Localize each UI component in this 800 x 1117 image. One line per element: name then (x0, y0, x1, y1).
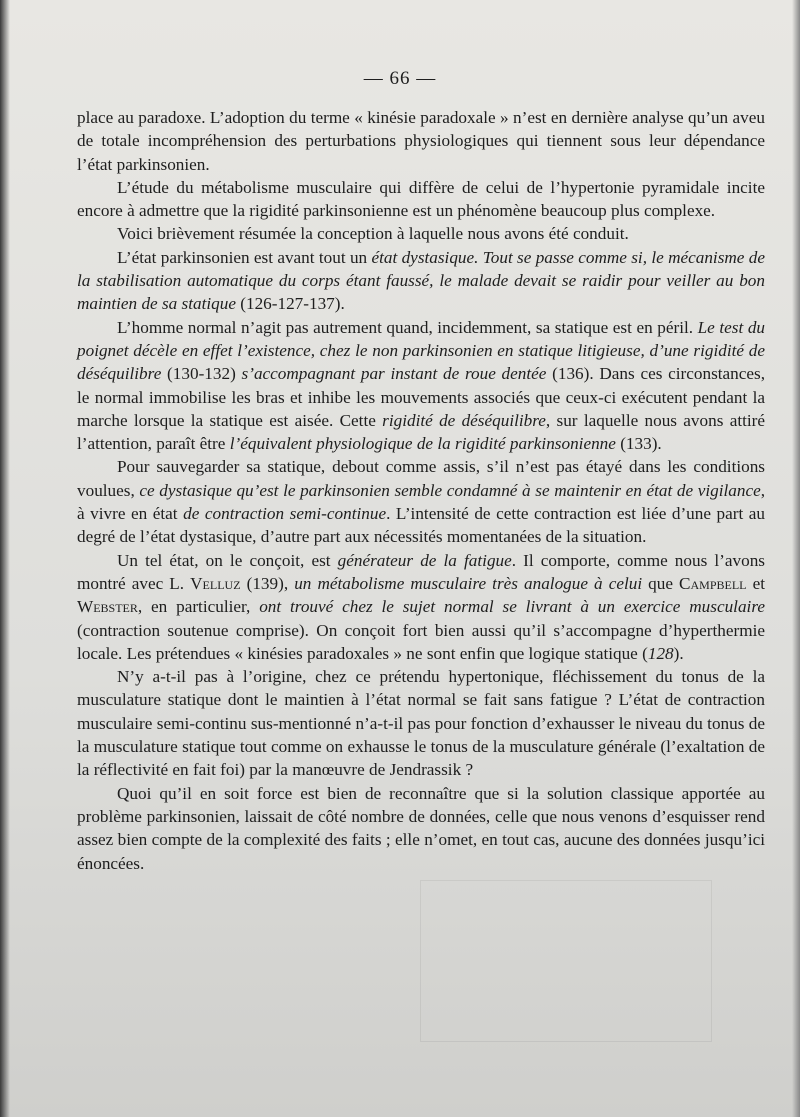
text-run: , à vivre en état (77, 480, 766, 524)
paragraph-5 (77, 316, 765, 456)
bleed-through-figure (420, 880, 712, 1042)
citation: (126-127-137). (235, 294, 345, 314)
italic-run: état dystasique. Tout se passe comme si, le mécanisme de la stabilisation automatique du corps étant faussé, le malade devait se raidir pour veiller au bon maintien de sa statique (77, 247, 765, 314)
paragraph-4 (77, 246, 765, 316)
text-run: (contraction soutenue comprise). On conçoit fort bien aussi qu’il s’accompagne d’hyperthermie locale. Les prétendues « kinésies paradoxales » ne sont enfin que logique statique ( (77, 620, 765, 663)
author-name: Webster (77, 597, 138, 617)
citation-number: 128 (647, 643, 674, 663)
author-name: Velluz (190, 573, 241, 593)
italic-run: s’accompagnant par instant de roue dentée (241, 364, 547, 384)
text-run: . Il comporte, comme nous l’avons montré avec L. (77, 550, 765, 593)
text-run: L’état parkinsonien est avant tout un (117, 247, 372, 267)
paragraph-1: place au paradoxe. L’adoption du terme « kinésie paradoxale » n’est en dernière analyse qu’un aveu de totale incompréhension des perturbations physiologiques qui tiennent sous leur dépendance l’état parkinsonien. (77, 108, 765, 174)
citation: (133). (615, 434, 662, 454)
paragraph-6 (77, 455, 765, 548)
italic-run: un métabolisme musculaire très analogue à celui (294, 573, 643, 593)
citation: (130-132) (161, 364, 242, 384)
italic-run: générateur de la fatigue (337, 550, 512, 570)
text-run: Un tel état, on le conçoit, est (117, 550, 338, 570)
text-run: , sur laquelle nous avons attiré l’attention, paraît être (77, 410, 766, 454)
italic-run: Le test du poignet décèle en effet l’existence, chez le non parkinsonien en statique litigieuse, d’une rigidité de déséquilibre (77, 317, 766, 384)
italic-run: de contraction semi-continue (183, 504, 387, 524)
page-number: — 66 — (363, 68, 437, 89)
italic-run: rigidité de déséquilibre (382, 410, 546, 430)
text-run: (136). Dans ces circonstances, le normal immobilise les bras et inhibe les mouvements associés que ceux-ci exécutent pendant la marche lorsque la statique est aisée. Cette (77, 364, 765, 430)
body-text (77, 106, 765, 875)
paragraph-8: N’y a-t-il pas à l’origine, chez ce prétendu hypertonique, fléchissement du tonus de la musculature statique dont le maintien à l’état normal se fait sans fatigue ? L’état de contraction musculaire semi-continu sus-mentionné n’a-t-il pas pour fonction d’exhausser le niveau du tonus de la musculature statique tout comme on exhausse le tonus de la musculature générale (l’exaltation de la réflectivité en fait foi) par la manœuvre de Jendrassik ? (77, 667, 765, 780)
text-run: que (642, 573, 680, 593)
text-run: , en particulier, (137, 597, 260, 617)
text-run: . L’intensité de cette contraction est liée d’une part au degré de l’état dystasique, d’autre part aux nécessités momentanées de la situation. (77, 504, 766, 547)
paragraph-2: L’étude du métabolisme musculaire qui diffère de celui de l’hypertonie pyramidale incite encore à admettre que la rigidité parkinsonienne est un phénomène beaucoup plus complexe. (77, 177, 765, 221)
paragraph-7 (77, 549, 765, 665)
text-run: et (746, 573, 765, 593)
italic-run: l’équivalent physiologique de la rigidité parkinsonienne (229, 434, 616, 454)
citation: (139), (240, 573, 295, 593)
italic-run: ce dystasique qu’est le parkinsonien semble condamné à se maintenir en état de vigilance (139, 480, 761, 500)
paragraph-3: Voici brièvement résumée la conception à laquelle nous avons été conduit. (117, 224, 629, 244)
author-name: Campbell (679, 573, 747, 593)
italic-run: ont trouvé chez le sujet normal se livrant à un exercice musculaire (259, 597, 765, 617)
text-run: L’homme normal n’agit pas autrement quand, incidemment, sa statique est en péril. (117, 317, 698, 337)
text-run: ). (673, 643, 684, 663)
text-run: Pour sauvegarder sa statique, debout comme assis, s’il n’est pas étayé dans les conditions voulues, (77, 457, 765, 500)
paragraph-9: Quoi qu’il en soit force est bien de reconnaître que si la solution classique apportée au problème parkinsonien, laissait de côté nombre de données, celle que nous venons d’esquisser rend assez bien compte de la complexité des faits ; elle n’omet, en tout cas, aucune des données jusqu’ici énoncées. (77, 783, 765, 873)
